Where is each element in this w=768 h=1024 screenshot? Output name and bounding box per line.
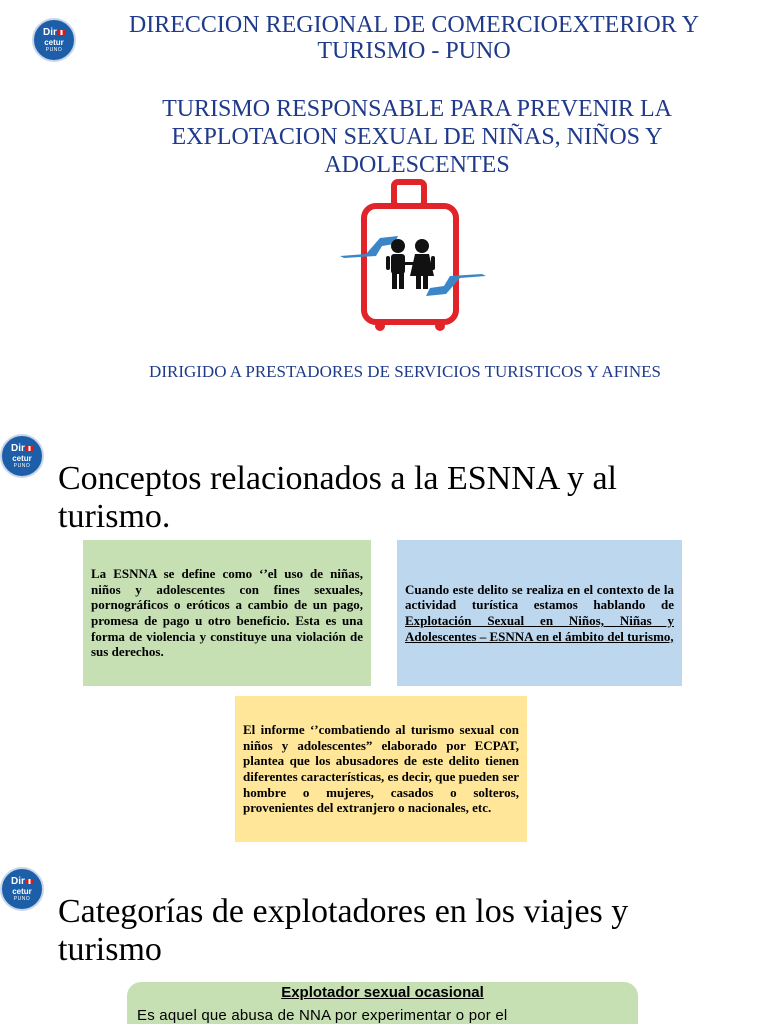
suitcase-handle	[394, 182, 424, 206]
context-box	[397, 540, 682, 686]
logo-text-cetur: cetur	[12, 886, 32, 896]
suitcase-wheel-right	[435, 321, 445, 331]
campaign-title: TURISMO RESPONSABLE PARA PREVENIR LA EXPLOTACION SEXUAL DE NIÑAS, NIÑOS Y ADOLESCENTES	[162, 96, 672, 178]
logo-text-cetur: cetur	[12, 453, 32, 463]
organization-title: DIRECCION REGIONAL DE COMERCIOEXTERIOR Y TURISMO - PUNO	[128, 12, 700, 64]
logo-text-puno: PUNO	[45, 46, 63, 53]
category-title: Explotador sexual ocasional	[281, 984, 484, 1001]
suitcase-wheel-left	[375, 321, 385, 331]
dircetur-logo-icon	[0, 867, 44, 911]
context-text-underlined: Explotación Sexual en Niños, Niñas y Adolescentes – ESNNA en el ámbito del turismo,	[405, 613, 674, 644]
context-text-prefix: Cuando este delito se realiza en el contexto de la actividad turística estamos hablando de	[405, 581, 674, 613]
logo-text-dir: Dir	[11, 875, 25, 887]
definition-box	[83, 540, 371, 686]
category-box	[127, 982, 638, 1024]
logo-text-dir: Dir	[43, 26, 57, 38]
flag-icon	[26, 879, 33, 884]
logo-text-cetur: cetur	[44, 37, 64, 47]
context-text	[405, 582, 674, 644]
dircetur-logo-icon	[0, 434, 44, 478]
suitcase-children-hands-icon	[336, 178, 490, 332]
logo-text-puno: PUNO	[13, 895, 31, 902]
section-heading-concepts: Conceptos relacionados a la ESNNA y al turismo.	[58, 460, 617, 535]
report-text: El informe ‘’combatiendo al turismo sexual con niños y adolescentes” elaborado por ECPAT, plantea que los abusadores de este delito tienen diferentes características, es decir, que pueden ser hombre o mujeres, casados o solteros, provenientes del extranjero o nacionales, etc.	[243, 722, 519, 816]
flag-icon	[58, 30, 65, 35]
report-box	[235, 696, 527, 842]
audience-subtitle: DIRIGIDO A PRESTADORES DE SERVICIOS TURISTICOS Y AFINES	[149, 362, 661, 381]
definition-text: La ESNNA se define como ‘’el uso de niñas, niños y adolescentes con fines sexuales, pornográficos o eróticos a cambio de un pago, promesa de pago u otro beneficio. Esta es una forma de violencia y constituye una violación de sus derechos.	[91, 566, 363, 660]
logo-text-dir: Dir	[11, 442, 25, 454]
logo-text-puno: PUNO	[13, 462, 31, 469]
flag-icon	[26, 446, 33, 451]
dircetur-logo-icon	[32, 18, 76, 62]
held-hands	[404, 262, 416, 265]
section-heading-categories: Categorías de explotadores en los viajes y turismo	[58, 893, 629, 968]
category-text: Es aquel que abusa de NNA por experimentar o por el	[137, 1007, 508, 1024]
